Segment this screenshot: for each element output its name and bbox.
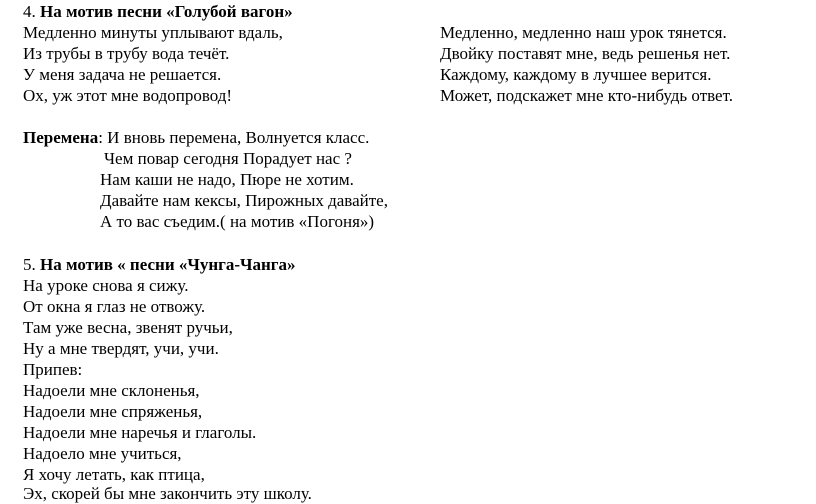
section-5-heading (23, 254, 296, 275)
section-4-heading (23, 1, 293, 22)
peremena-line: Чем повар сегодня Порадует нас ? (104, 149, 352, 168)
section-5-title: На мотив « песни «Чунга-Чанга» (40, 255, 296, 274)
section-5-number: 5. (23, 255, 36, 274)
section-4-left-line: У меня задача не решается. (23, 65, 222, 84)
section-4-left-line: Медленно минуты уплывают вдаль, (23, 23, 283, 42)
section-5-line: Надоели мне наречья и глаголы. (23, 423, 257, 442)
section-5-line: Надоели мне склоненья, (23, 381, 200, 400)
peremena-first-line (23, 127, 369, 148)
section-4-number: 4. (23, 2, 36, 21)
chorus-label: Припев: (23, 360, 83, 379)
section-4-left-line: Ох, уж этот мне водопровод! (23, 86, 233, 105)
section-5-line: Надоело мне учиться, (23, 444, 182, 463)
peremena-first-text: : И вновь перемена, Волнуется класс. (98, 128, 370, 147)
section-5-line: На уроке снова я сижу. (23, 276, 189, 295)
section-5-line: От окна я глаз не отвожу. (23, 297, 206, 316)
section-4-right-line: Медленно, медленно наш урок тянется. (440, 23, 727, 42)
section-5-line: Я хочу летать, как птица, (23, 465, 205, 484)
peremena-line: А то вас съедим.( на мотив «Погоня») (100, 212, 375, 231)
section-4-right-line: Может, подскажет мне кто-нибудь ответ. (440, 86, 733, 105)
section-5-line: Надоели мне спряженья, (23, 402, 203, 421)
peremena-label: Перемена (23, 128, 99, 147)
section-5-line: Эх, скорей бы мне закончить эту школу. (23, 484, 312, 503)
section-4-right-line: Двойку поставят мне, ведь решенья нет. (440, 44, 731, 63)
peremena-line: Нам каши не надо, Пюре не хотим. (100, 170, 354, 189)
section-4-left-line: Из трубы в трубу вода течёт. (23, 44, 230, 63)
section-5-line: Там уже весна, звенят ручьи, (23, 318, 233, 337)
section-4-right-line: Каждому, каждому в лучшее верится. (440, 65, 712, 84)
section-5-line: Ну а мне твердят, учи, учи. (23, 339, 219, 358)
peremena-line: Давайте нам кексы, Пирожных давайте, (100, 191, 388, 210)
section-4-title: На мотив песни «Голубой вагон» (40, 2, 293, 21)
